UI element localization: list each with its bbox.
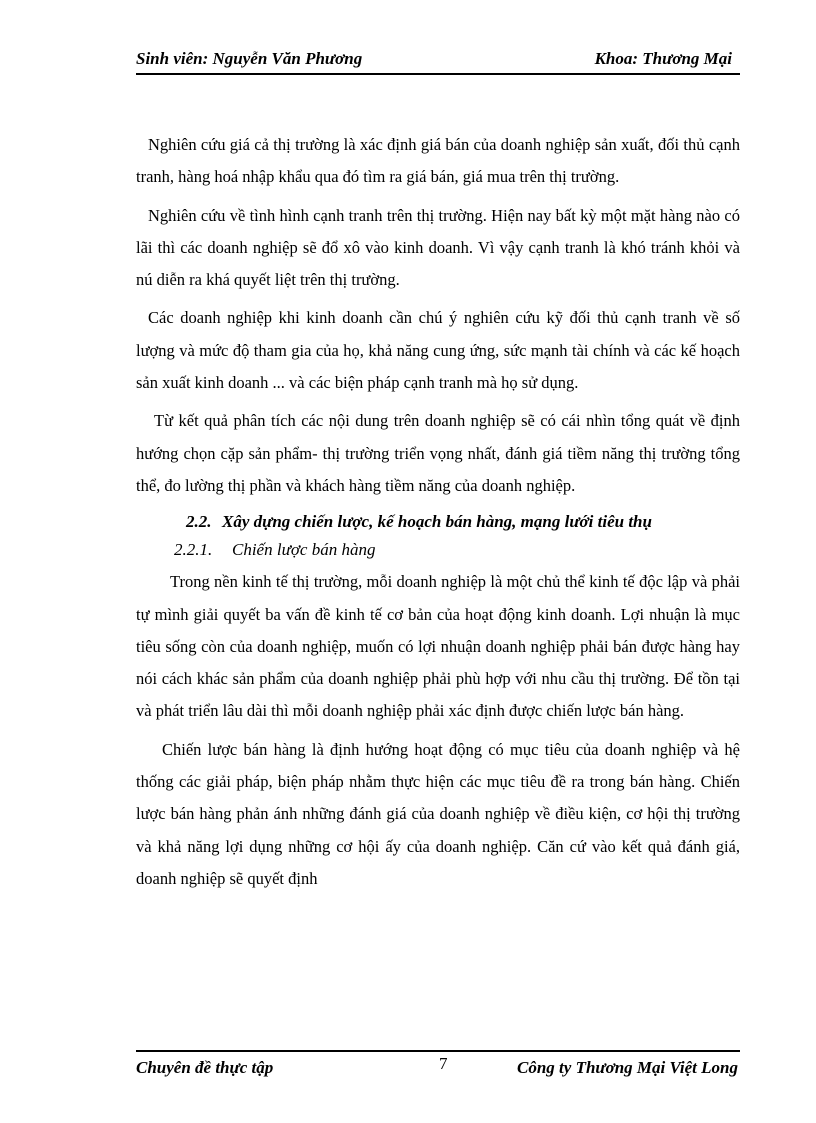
header-faculty: Khoa: Thương Mại bbox=[594, 49, 732, 68]
paragraph-sales-strategy: Chiến lược bán hàng là định hướng hoạt động có mục tiêu của doanh nghiệp và hệ thống các giải pháp, biện pháp nhằm thực hiện các mục tiêu đề ra trong bán hàng. Chiến lược bán hàng phản ánh những đánh giá của doanh nghiệp về điều kiện, cơ hội thị trường và khả năng lợi dụng những cơ hội ấy của doanh nghiệp. Căn cứ vào kết quả đánh giá, doanh nghiệp sẽ quyết định bbox=[136, 739, 740, 888]
document-body bbox=[136, 129, 740, 901]
footer-company: Công ty Thương Mại Việt Long bbox=[517, 1058, 738, 1077]
section-subheading-2-2-1 bbox=[174, 536, 740, 564]
page-header bbox=[136, 49, 740, 75]
section-heading-text: Xây dựng chiến lược, kế hoạch bán hàng, mạng lưới tiêu thụ bbox=[222, 512, 652, 532]
subheading-text: Chiến lược bán hàng bbox=[232, 540, 376, 560]
page-footer bbox=[136, 1050, 740, 1080]
paragraph-price-research: Nghiên cứu giá cả thị trường là xác định giá bán của doanh nghiệp sản xuất, đối thủ cạnh tranh, hàng hoá nhập khẩu qua đó tìm ra giá bán, giá mua trên thị trường. bbox=[136, 135, 740, 187]
section-heading-2-2 bbox=[186, 508, 740, 536]
subheading-number: 2.2.1. bbox=[174, 540, 213, 560]
paragraph-competitor-analysis: Các doanh nghiệp khi kinh doanh cần chú ý nghiên cứu kỹ đối thủ cạnh tranh về số lượng và mức độ tham gia của họ, khả năng cung ứng, sức mạnh tài chính và các kế hoạch sản xuất kinh doanh ... và các biện pháp cạnh tranh mà họ sử dụng. bbox=[136, 308, 740, 393]
page-number: 7 bbox=[439, 1054, 448, 1073]
paragraph-competition-research: Nghiên cứu về tình hình cạnh tranh trên thị trường. Hiện nay bất kỳ một mặt hàng nào có lãi thì các doanh nghiệp sẽ đổ xô vào kinh doanh. Vì vậy cạnh tranh là khó tránh khỏi và nú diễn ra khá quyết liệt trên thị trường. bbox=[136, 205, 740, 290]
header-student: Sinh viên: Nguyễn Văn Phương bbox=[136, 49, 363, 68]
paragraph-analysis-result: Từ kết quả phân tích các nội dung trên doanh nghiệp sẽ có cái nhìn tổng quát về định hướng chọn cặp sản phẩm- thị trường triển vọng nhất, đánh giá tiềm năng thị trường tổng thể, đo lường thị phần và khách hàng tiềm năng của doanh nghiệp. bbox=[136, 411, 740, 495]
section-heading-number: 2.2. bbox=[186, 512, 212, 532]
paragraph-market-economy: Trong nền kinh tế thị trường, mỗi doanh nghiệp là một chủ thể kinh tế độc lập và phải tự mình giải quyết ba vấn đề kinh tế cơ bản của hoạt động kinh doanh. Lợi nhuận là mục tiêu sống còn của doanh nghiệp, muốn có lợi nhuận doanh nghiệp phải bán được hàng hay nói cách khác sản phẩm của doanh nghiệp phải phù hợp với nhu cầu thị trường. Để tồn tại và phát triển lâu dài thì mỗi doanh nghiệp phải xác định được chiến lược bán hàng. bbox=[136, 572, 740, 721]
footer-document-type: Chuyên đề thực tập bbox=[136, 1058, 274, 1077]
